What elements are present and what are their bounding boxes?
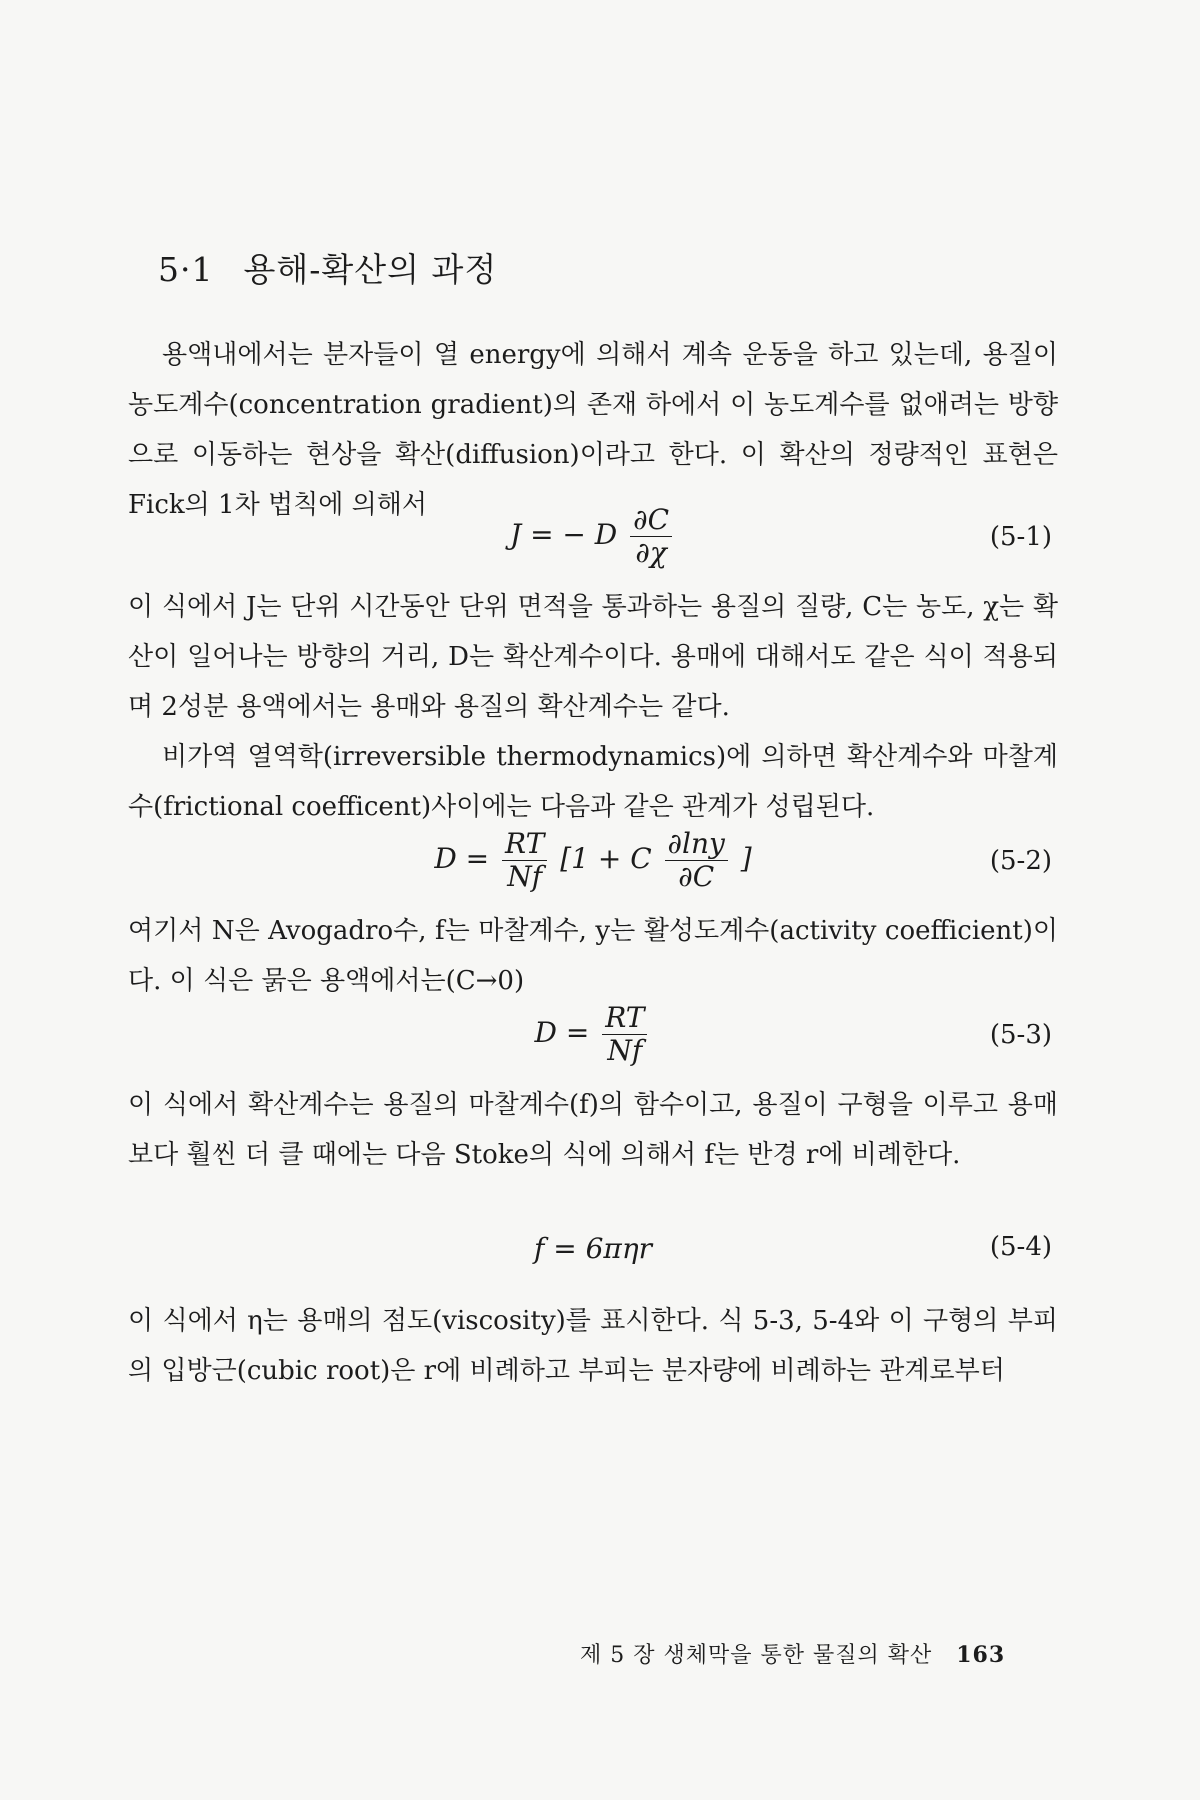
fraction-numerator: ∂lny — [665, 828, 728, 861]
fraction-denominator: ∂χ — [635, 536, 667, 569]
fraction-denominator: Nf — [607, 1034, 643, 1067]
fraction-numerator: ∂C — [630, 504, 672, 537]
equation-end: ] — [740, 842, 752, 875]
paragraph-3: 비가역 열역학(irreversible thermodynamics)에 의하면 확산계수와 마찰계수(frictional coefficent)사이에는 다음과 같은 관계가 성립된다. — [128, 742, 1058, 822]
equation-number: (5-2) — [989, 846, 1052, 876]
equation-lhs: J = − D — [509, 518, 618, 551]
paragraph-5: 이 식에서 확산계수는 용질의 마찰계수(f)의 함수이고, 용질이 구형을 이루고 용매보다 훨씬 더 클 때에는 다음 Stoke의 식에 의해서 f는 반경 r에 비례한다. — [128, 1090, 1058, 1170]
equation-5-1 — [128, 504, 1058, 574]
equation-5-4 — [128, 1232, 1058, 1302]
fraction — [602, 1002, 647, 1067]
chapter-title: 제 5 장 생체막을 통한 물질의 확산 — [580, 1643, 933, 1668]
paragraph-1: 용액내에서는 분자들이 열 energy에 의해서 계속 운동을 하고 있는데, 용질이 농도계수(concentration gradient)의 존재 하에서 이 농도계수를 없애려는 방향으로 이동하는 현상을 확산(diffusion)이라고 한다. 이 확산의 정량적인 표현은 Fick의 1차 법칙에 의해서 — [128, 340, 1058, 520]
fraction-denominator: Nf — [507, 860, 543, 893]
fraction-denominator: ∂C — [678, 860, 715, 893]
equation-5-2 — [128, 828, 1058, 898]
fraction — [665, 828, 728, 893]
fraction-numerator: RT — [602, 1002, 647, 1035]
paragraph-6: 이 식에서 η는 용매의 점도(viscosity)를 표시한다. 식 5-3, 5-4와 이 구형의 부피의 입방근(cubic root)은 r에 비례하고 부피는 분자량에 비례하는 관계로부터 — [128, 1306, 1058, 1386]
fraction — [630, 504, 672, 569]
equation-middle: [1 + C — [560, 842, 652, 875]
equation-lhs: D = — [434, 842, 490, 875]
section-number: 5·1 — [158, 250, 214, 289]
equation-number: (5-4) — [989, 1232, 1052, 1262]
equation-expression: f = 6πηr — [533, 1232, 652, 1265]
page-footer — [580, 1638, 1005, 1669]
equation-lhs: D = — [534, 1016, 590, 1049]
paragraph-4: 여기서 N은 Avogadro수, f는 마찰계수, y는 활성도계수(activity coefficient)이다. 이 식은 묽은 용액에서는(C→0) — [128, 916, 1058, 996]
fraction — [502, 828, 547, 893]
page-number: 163 — [956, 1642, 1006, 1668]
section-heading — [158, 244, 497, 291]
section-title: 용해-확산의 과정 — [243, 250, 498, 289]
equation-number: (5-3) — [989, 1020, 1052, 1050]
paragraph-2: 이 식에서 J는 단위 시간동안 단위 면적을 통과하는 용질의 질량, C는 농도, χ는 확산이 일어나는 방향의 거리, D는 확산계수이다. 용매에 대해서도 같은 식이 적용되며 2성분 용액에서는 용매와 용질의 확산계수는 같다. — [128, 592, 1059, 722]
equation-5-3 — [128, 1002, 1058, 1072]
fraction-numerator: RT — [502, 828, 547, 861]
equation-number: (5-1) — [989, 522, 1052, 552]
